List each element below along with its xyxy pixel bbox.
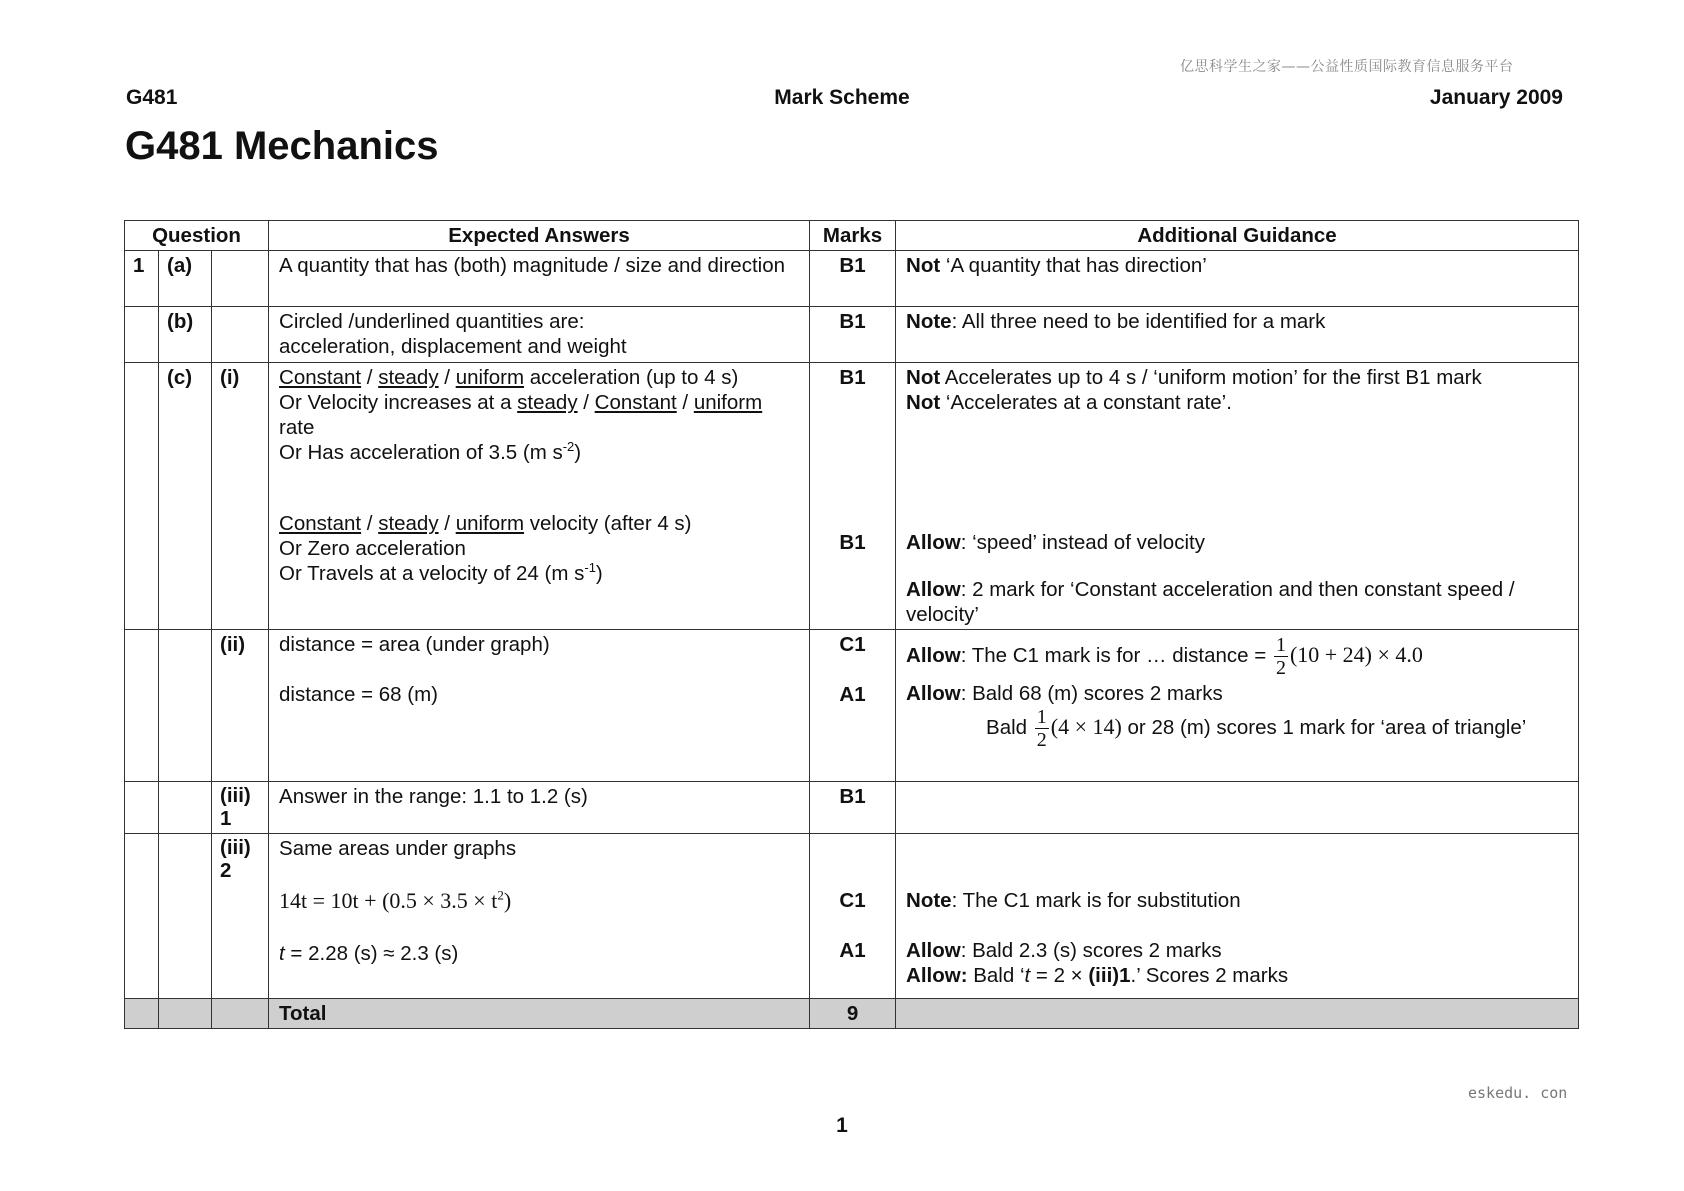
answer-line (279, 365, 799, 390)
superscript: -1 (584, 560, 596, 576)
guidance-text: : ‘speed’ instead of velocity (960, 531, 1205, 554)
total-marks: 9 (810, 999, 896, 1029)
guidance-line (906, 365, 1568, 390)
answer-line: Same areas under graphs (279, 837, 517, 860)
table-row (125, 251, 1579, 307)
underlined-word: steady (517, 391, 578, 414)
spacer (279, 657, 799, 682)
col-answers: Expected Answers (269, 221, 810, 251)
answer-text: Or Velocity increases at a (279, 391, 518, 414)
watermark-bottom: eskedu. con (1468, 1084, 1568, 1102)
math-expression: ) (503, 888, 512, 913)
answer-text: Or Travels at a velocity of 24 (m s (279, 562, 585, 585)
question-number (125, 630, 159, 782)
guidance (896, 363, 1579, 630)
answer-text: ) (574, 441, 582, 464)
underlined-word: uniform (455, 512, 525, 535)
guidance-line (906, 530, 1568, 555)
empty-cell (212, 999, 269, 1029)
guidance-text: = 2 × (1030, 964, 1089, 987)
guidance-text: Bald ‘ (967, 964, 1025, 987)
guidance (896, 834, 1579, 999)
guidance-text: .’ Scores 2 marks (1130, 964, 1289, 987)
spacer (820, 913, 885, 938)
spacer (279, 913, 799, 941)
guidance-keyword: Allow: (906, 964, 968, 987)
guidance-text: : The C1 mark is for … distance = (960, 643, 1272, 667)
expected-answer (269, 630, 810, 782)
fraction-half: $\frac{1}{2}$ (1036, 706, 1047, 751)
question-number (125, 834, 159, 999)
question-part: (a) (159, 251, 212, 307)
guidance-line (906, 634, 1568, 679)
answer-line (279, 440, 799, 465)
mark-value: A1 (839, 939, 866, 962)
spacer (820, 390, 885, 530)
separator: / (438, 512, 456, 535)
table-row (125, 782, 1579, 834)
guidance-line (906, 963, 1568, 988)
spacer (279, 861, 799, 888)
underlined-word: uniform (693, 391, 763, 414)
separator: / (361, 366, 379, 389)
math-expression: (10 + 24) × 4.0 (1289, 641, 1423, 667)
guidance-line (906, 706, 1568, 751)
question-subpart: (iii) 2 (212, 834, 269, 999)
mark-value: C1 (839, 889, 866, 912)
mark-scheme-table (124, 220, 1579, 1029)
guidance-text: Bald (986, 715, 1033, 739)
watermark-top: 亿思科学生之家——公益性质国际教育信息服务平台 (1180, 59, 1514, 75)
variable-t: t (1024, 964, 1031, 987)
spacer (906, 913, 1568, 938)
guidance-keyword: Allow (906, 531, 961, 554)
question-subpart: (i) (212, 363, 269, 630)
total-label: Total (269, 999, 810, 1029)
guidance-text: : 2 mark for ‘Constant acceleration and then constant speed / velocity’ (906, 578, 1515, 626)
mark-value: B1 (839, 531, 866, 554)
mark (810, 834, 896, 999)
guidance-line (906, 681, 1568, 706)
spacer (820, 657, 885, 682)
header-title: Mark Scheme (774, 86, 910, 109)
guidance-keyword: Note (906, 310, 952, 333)
col-question: Question (125, 221, 269, 251)
question-subpart (212, 251, 269, 307)
question-part (159, 630, 212, 782)
answer-line (279, 561, 799, 586)
guidance-text: ‘Accelerates at a constant rate’. (940, 391, 1232, 414)
answer-line: Or Zero acceleration (279, 537, 466, 560)
guidance (896, 630, 1579, 782)
underlined-word: steady (378, 512, 439, 535)
guidance-line (906, 577, 1568, 627)
underlined-word: uniform (455, 366, 525, 389)
table-row (125, 630, 1579, 782)
table-header-row (125, 221, 1579, 251)
guidance-keyword: Allow (906, 682, 961, 705)
answer-line (279, 511, 799, 536)
mark (810, 630, 896, 782)
answer-line: rate (279, 416, 315, 439)
header-date: January 2009 (1429, 86, 1563, 109)
question-number (125, 782, 159, 834)
table-row (125, 834, 1579, 999)
table-row (125, 307, 1579, 363)
underlined-word: steady (378, 366, 439, 389)
page-title: G481 Mechanics (125, 124, 439, 168)
guidance-keyword: Allow (906, 578, 961, 601)
mark: B1 (810, 782, 896, 834)
answer-text: acceleration (up to 4 s) (524, 366, 739, 389)
page-number: 1 (836, 1114, 848, 1137)
mark-value: C1 (839, 633, 866, 656)
guidance-keyword: Note (906, 889, 952, 912)
spacer (906, 555, 1568, 577)
spacer (906, 415, 1568, 530)
guidance-keyword: Not (906, 391, 941, 414)
question-part (159, 782, 212, 834)
answer-text: velocity (after 4 s) (524, 512, 692, 535)
answer-line (279, 941, 799, 966)
question-part: (c) (159, 363, 212, 630)
spacer (279, 490, 799, 511)
separator: / (438, 366, 456, 389)
col-guidance: Additional Guidance (896, 221, 1579, 251)
guidance-line (906, 888, 1568, 913)
guidance-line (906, 390, 1568, 415)
superscript: -2 (562, 439, 575, 455)
answer-text: Or Has acceleration of 3.5 (m s (279, 441, 563, 464)
guidance (896, 782, 1579, 834)
question-part (159, 834, 212, 999)
empty-cell (125, 999, 159, 1029)
question-subpart (212, 307, 269, 363)
separator: / (577, 391, 595, 414)
expected-answer (269, 834, 810, 999)
guidance-keyword: Allow (906, 643, 961, 667)
total-row (125, 999, 1579, 1029)
question-number: 1 (125, 251, 159, 307)
spacer (820, 836, 885, 888)
answer-line: distance = area (under graph) (279, 633, 550, 656)
math-expression: (4 × 14) (1050, 713, 1122, 739)
col-marks: Marks (810, 221, 896, 251)
guidance-text: or 28 (m) scores 1 mark for ‘area of triangle’ (1121, 715, 1527, 739)
empty-cell (896, 999, 1579, 1029)
guidance-keyword: Allow (906, 939, 961, 962)
mark: B1 (810, 307, 896, 363)
underlined-word: Constant (279, 512, 362, 535)
guidance-text: Accelerates up to 4 s / ‘uniform motion’ for the first B1 mark (940, 366, 1482, 389)
expected-answer: A quantity that has (both) magnitude / size and direction (269, 251, 810, 307)
expected-answer (269, 307, 810, 363)
separator: / (676, 391, 694, 414)
variable-t: t (279, 942, 285, 965)
mark (810, 363, 896, 630)
expected-answer: Answer in the range: 1.1 to 1.2 (s) (269, 782, 810, 834)
table-row (125, 363, 1579, 630)
equation-line (279, 888, 799, 913)
question-number (125, 307, 159, 363)
spacer (906, 836, 1568, 888)
guidance (896, 307, 1579, 363)
fraction-half: $\frac{1}{2}$ (1275, 634, 1286, 679)
guidance-reference: (iii)1 (1088, 964, 1131, 987)
answer-line: Circled /underlined quantities are: (279, 310, 585, 333)
question-part: (b) (159, 307, 212, 363)
guidance-text: : All three need to be identified for a mark (951, 310, 1326, 333)
underlined-word: Constant (594, 391, 677, 414)
guidance (896, 251, 1579, 307)
separator: / (361, 512, 379, 535)
guidance-line (906, 938, 1568, 963)
question-subpart: (iii) 1 (212, 782, 269, 834)
guidance-text: ‘A quantity that has direction’ (940, 254, 1207, 277)
guidance-text: : Bald 68 (m) scores 2 marks (960, 682, 1223, 705)
guidance-keyword: Not (906, 366, 941, 389)
mark-value: B1 (839, 366, 866, 389)
mark: B1 (810, 251, 896, 307)
superscript: 2 (497, 887, 504, 903)
answer-line: distance = 68 (m) (279, 683, 438, 706)
guidance-text: : Bald 2.3 (s) scores 2 marks (960, 939, 1222, 962)
spacer (279, 465, 799, 490)
guidance-keyword: Not (906, 254, 941, 277)
header-code: G481 (126, 86, 178, 109)
math-expression: 14t = 10t + (0.5 × 3.5 × t (279, 888, 498, 913)
guidance-text: : The C1 mark is for substitution (951, 889, 1241, 912)
mark-value: A1 (839, 683, 866, 706)
expected-answer (269, 363, 810, 630)
empty-cell (159, 999, 212, 1029)
answer-line: acceleration, displacement and weight (279, 335, 627, 358)
answer-text: = 2.28 (s) ≈ 2.3 (s) (284, 942, 459, 965)
answer-text: ) (595, 562, 603, 585)
underlined-word: Constant (279, 366, 362, 389)
answer-line (279, 390, 799, 415)
question-subpart: (ii) (212, 630, 269, 782)
question-number (125, 363, 159, 630)
